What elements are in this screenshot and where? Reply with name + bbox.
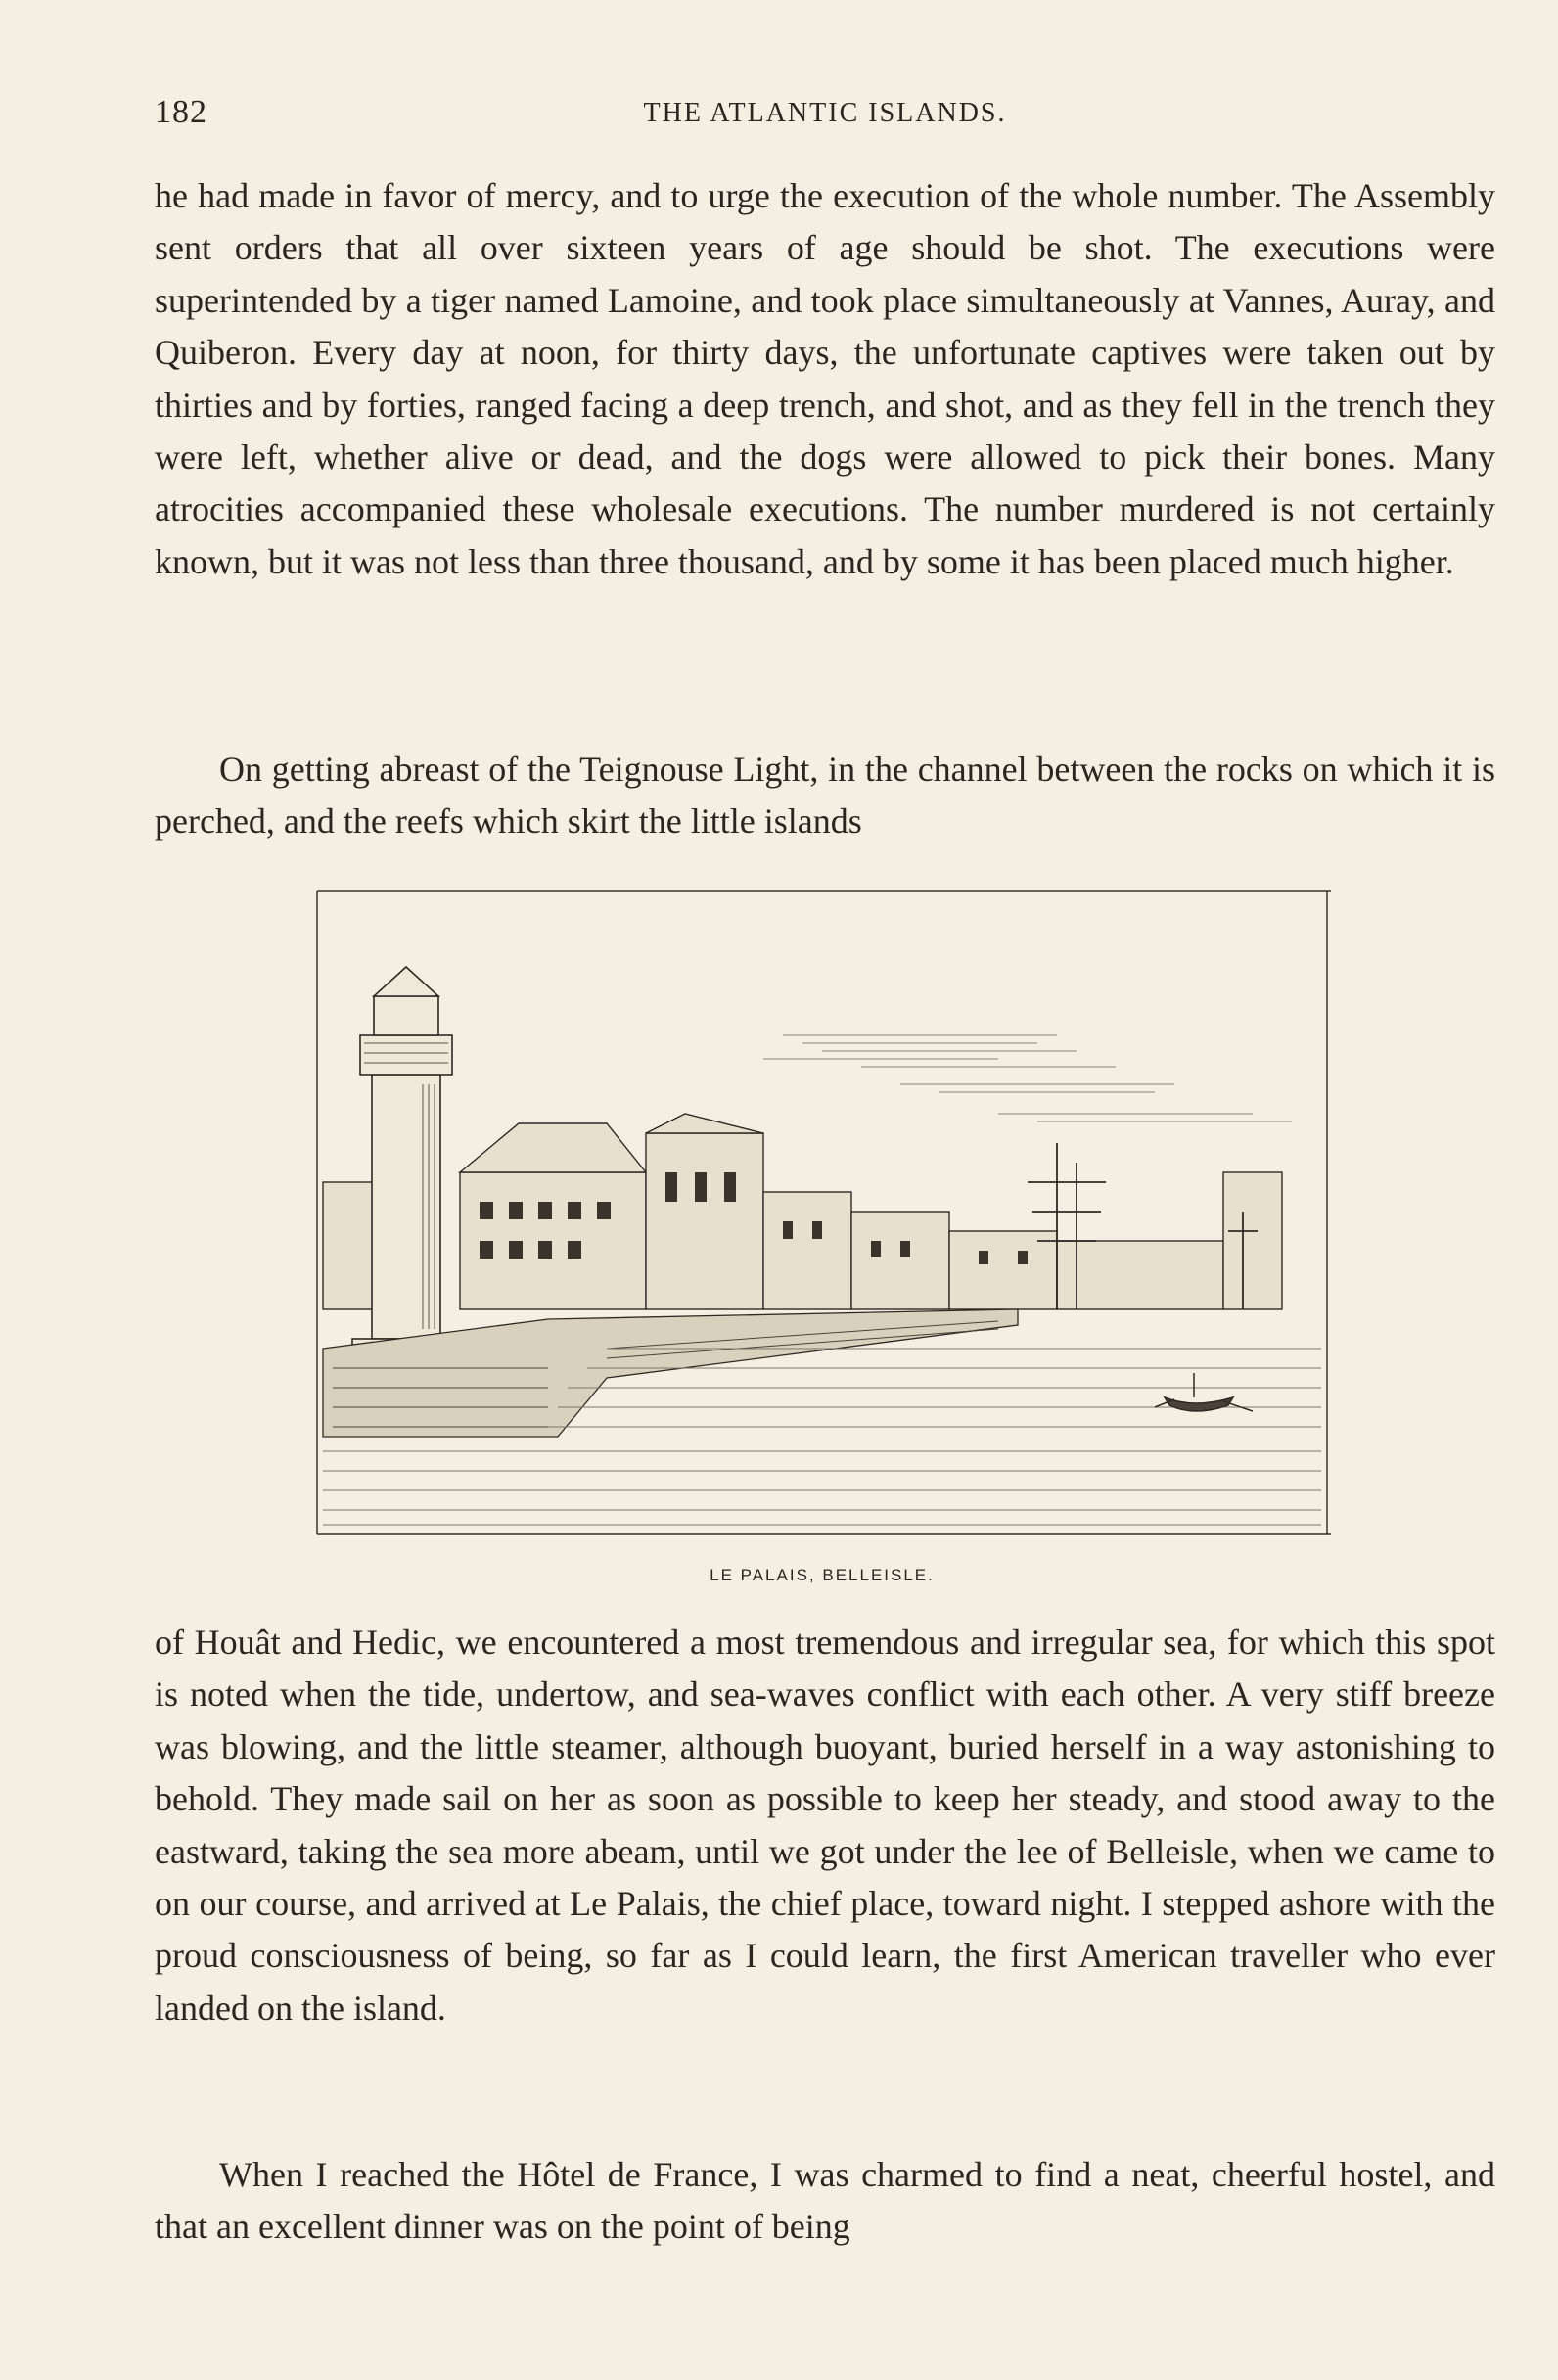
rowing-boat (1155, 1373, 1253, 1411)
paragraph-3: of Houât and Hedic, we encountered a most tremendous and irregular sea, for which this spot is noted when the tide, undertow, and sea-waves conflict with each other. A very stiff breeze was blowing, and the little steamer, although buoyant, buried herself in a way astonishing to behold. They made sail on her as soon as possible to keep her steady, and stood away to the eastward, taking the sea more abeam, until we got under the lee of Belleisle, when we came to on our course, and arrived at Le Palais, the chief place, toward night. I stepped ashore with the proud consciousness of being, so far as I could learn, the first American traveller who ever landed on the island. (155, 1623, 1495, 2028)
figure-caption: LE PALAIS, BELLEISLE. (710, 1566, 935, 1584)
sky-hatching (763, 1035, 1292, 1121)
engraving-le-palais (313, 889, 1331, 1542)
page-number: 182 (155, 94, 207, 130)
town-buildings (323, 1114, 1282, 1309)
running-title: THE ATLANTIC ISLANDS. (643, 98, 1007, 128)
paragraph-2: On getting abreast of the Teignouse Light, in the channel between the rocks on which it is perched, and the reefs which skirt the little islands (155, 750, 1495, 842)
harbor-illustration (313, 889, 1331, 1542)
paragraph-1: he had made in favor of mercy, and to urge the execution of the whole number. The Assembly sent orders that all over sixteen years of age should be shot. The executions were superintended by a tiger named Lamoine, and took place simultaneously at Vannes, Auray, and Quiberon. Every day at noon, for thirty days, the unfortunate captives were taken out by thirties and by forties, ranged facing a deep trench, and shot, and as they fell in the trench they were left, whether alive or dead, and the dogs were allowed to pick their bones. Many atrocities accompanied these wholesale executions. The number murdered is not certainly known, but it was not less than three thousand, and by some it has been placed much higher. (155, 176, 1495, 581)
paragraph-4: When I reached the Hôtel de France, I was charmed to find a neat, cheerful hostel, and that an excellent dinner was on the point of being (155, 2155, 1495, 2247)
page-header (155, 94, 1495, 141)
